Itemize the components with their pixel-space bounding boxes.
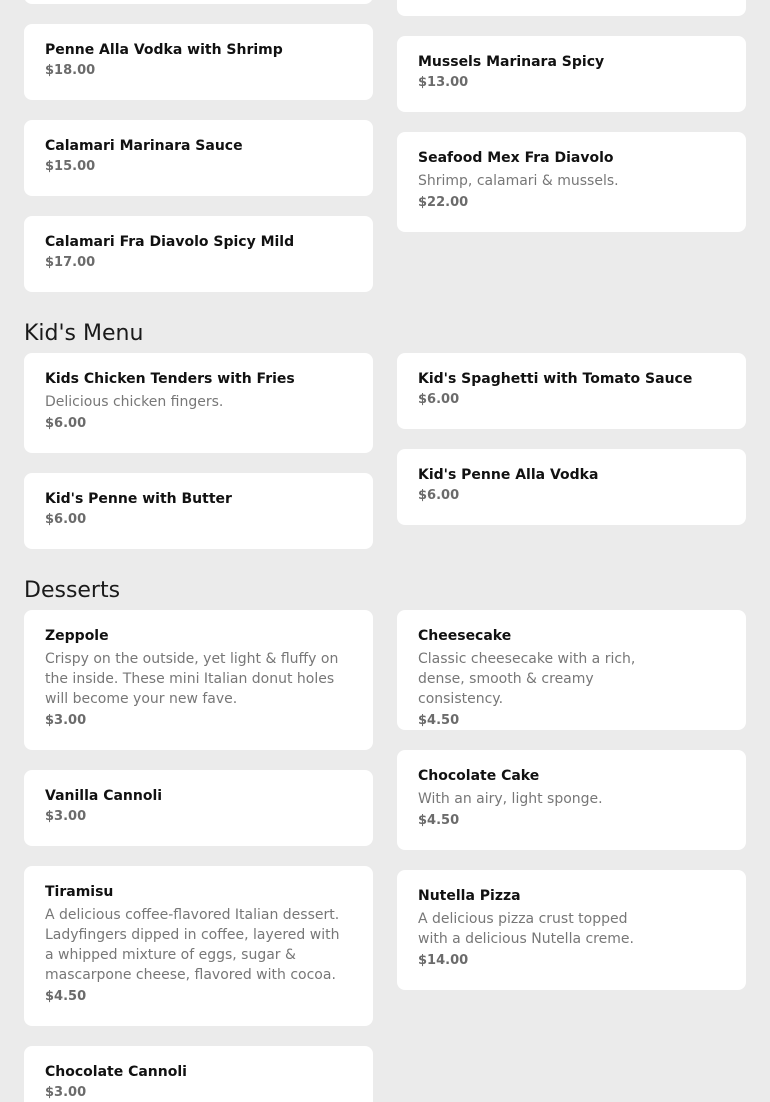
menu-item-price: $6.00 xyxy=(418,488,460,503)
menu-item-price: $22.00 xyxy=(418,195,469,210)
menu-item-name: Kid's Spaghetti with Tomato Sauce xyxy=(418,371,693,387)
menu-item-name: Tiramisu xyxy=(45,884,114,900)
menu-item-price: $6.00 xyxy=(45,512,87,527)
menu-item-name: Calamari Fra Diavolo Spicy Mild xyxy=(45,234,295,250)
menu-item-name: Calamari Marinara Sauce xyxy=(45,138,243,154)
menu-item-card[interactable] xyxy=(24,866,373,1026)
menu-item-price: $4.50 xyxy=(45,989,87,1004)
menu-item-description: A delicious pizza crust topped with a delicious Nutella creme. xyxy=(418,911,634,947)
menu-item-name: Penne Alla Vodka with Shrimp xyxy=(45,42,283,58)
menu-item-description: With an airy, light sponge. xyxy=(418,791,603,807)
menu-item-price: $4.50 xyxy=(418,813,460,828)
menu-item-price: $3.00 xyxy=(45,809,87,824)
menu-item-card[interactable] xyxy=(397,132,746,232)
menu-item-card[interactable] xyxy=(24,353,373,453)
menu-item-price: $15.00 xyxy=(45,159,96,174)
menu-item-name: Kid's Penne with Butter xyxy=(45,491,232,507)
section-title-kids-menu: Kid's Menu xyxy=(24,321,144,346)
menu-item-name: Kids Chicken Tenders with Fries xyxy=(45,371,295,387)
menu-item-description: Crispy on the outside, yet light & fluffy on the inside. These mini Italian donut holes will become your new fave. xyxy=(45,651,339,707)
menu-item-description: Classic cheesecake with a rich, dense, smooth & creamy consistency. xyxy=(418,651,636,707)
menu-item-card-partial[interactable] xyxy=(24,0,373,4)
menu-item-card[interactable] xyxy=(397,353,746,429)
menu-item-name: Cheesecake xyxy=(418,628,512,644)
menu-item-price: $4.50 xyxy=(418,713,460,728)
menu-item-card-partial[interactable] xyxy=(397,0,746,16)
menu-item-price: $18.00 xyxy=(45,63,96,78)
menu-item-name: Seafood Mex Fra Diavolo xyxy=(418,150,614,166)
menu-item-name: Chocolate Cake xyxy=(418,768,540,784)
menu-item-description: Delicious chicken fingers. xyxy=(45,394,224,410)
menu-item-card[interactable] xyxy=(24,770,373,846)
menu-item-description: Shrimp, calamari & mussels. xyxy=(418,173,619,189)
menu-item-price: $3.00 xyxy=(45,713,87,728)
menu-item-card[interactable] xyxy=(24,473,373,549)
section-title-desserts: Desserts xyxy=(24,578,121,603)
menu-item-card[interactable] xyxy=(24,1046,373,1102)
menu-item-price: $6.00 xyxy=(45,416,87,431)
menu-item-card[interactable] xyxy=(397,36,746,112)
menu-item-price: $6.00 xyxy=(418,392,460,407)
menu-item-card[interactable] xyxy=(24,610,373,750)
menu-item-card[interactable] xyxy=(397,449,746,525)
menu-item-card[interactable] xyxy=(24,24,373,100)
menu-item-name: Zeppole xyxy=(45,628,109,644)
menu-item-card[interactable] xyxy=(24,120,373,196)
menu-item-name: Chocolate Cannoli xyxy=(45,1064,187,1080)
menu-item-name: Vanilla Cannoli xyxy=(45,788,163,804)
menu-item-card[interactable] xyxy=(397,870,746,990)
menu-item-name: Nutella Pizza xyxy=(418,888,521,904)
menu-item-card[interactable] xyxy=(24,216,373,292)
menu-item-price: $13.00 xyxy=(418,75,469,90)
menu-item-price: $17.00 xyxy=(45,255,96,270)
menu-item-price: $3.00 xyxy=(45,1085,87,1100)
menu-item-price: $14.00 xyxy=(418,953,469,968)
menu-item-card[interactable] xyxy=(397,610,746,730)
menu-item-description: A delicious coffee-flavored Italian dessert. Ladyfingers dipped in coffee, layered with a whipped mixture of eggs, sugar & mascarpone cheese, flavored with cocoa. xyxy=(45,907,340,983)
menu-item-name: Mussels Marinara Spicy xyxy=(418,54,605,70)
menu-item-name: Kid's Penne Alla Vodka xyxy=(418,467,599,483)
menu-item-card[interactable] xyxy=(397,750,746,850)
